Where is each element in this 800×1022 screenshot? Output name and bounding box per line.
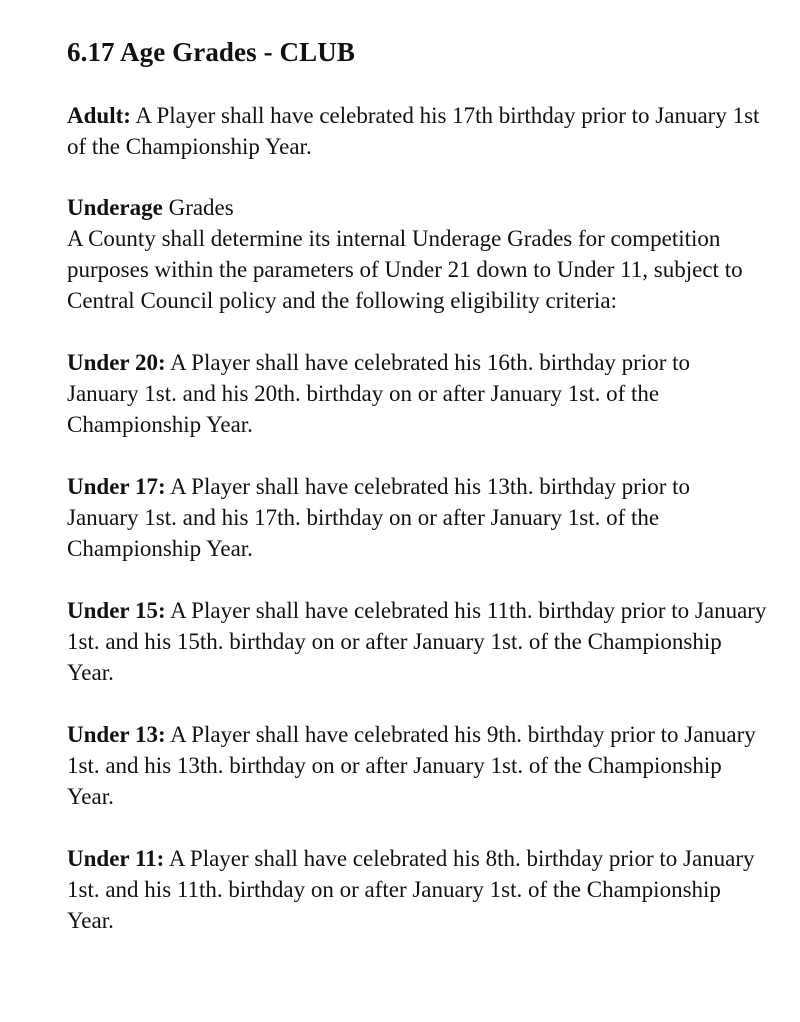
underage-heading-rest: Grades	[162, 195, 234, 220]
underage-text: A County shall determine its internal Underage Grades for competition purposes within the parameters of Under 21 down to Under 11, subject to Central Council policy and the following eligibility criteria:	[67, 226, 743, 313]
adult-text: A Player shall have celebrated his 17th birthday prior to January 1st of the Championship Year.	[67, 103, 760, 159]
grade-label: Under 20:	[67, 350, 166, 375]
grade-label: Under 11:	[67, 846, 165, 871]
grade-label: Under 13:	[67, 722, 166, 747]
grade-rule-u17	[67, 471, 767, 564]
grade-rule-u20	[67, 347, 767, 440]
grade-label: Under 17:	[67, 474, 166, 499]
grade-rule-u15	[67, 595, 767, 688]
grade-label: Under 15:	[67, 598, 166, 623]
grade-text: A Player shall have celebrated his 9th. birthday prior to January 1st. and his 13th. birthday on or after January 1st. of the Championship Year.	[67, 722, 756, 809]
adult-label: Adult:	[67, 103, 131, 128]
grade-text: A Player shall have celebrated his 8th. birthday prior to January 1st. and his 11th. birthday on or after January 1st. of the Championship Year.	[67, 846, 755, 933]
grade-rule-u13	[67, 719, 767, 812]
section-title: 6.17 Age Grades - CLUB	[67, 37, 355, 67]
underage-heading: Underage	[67, 195, 163, 220]
grade-text: A Player shall have celebrated his 13th. birthday prior to January 1st. and his 17th. birthday on or after January 1st. of the Championship Year.	[67, 474, 691, 561]
grade-text: A Player shall have celebrated his 16th. birthday prior to January 1st. and his 20th. birthday on or after January 1st. of the Championship Year.	[67, 350, 691, 437]
document-page	[67, 34, 767, 936]
adult-rule	[67, 100, 767, 162]
grade-text: A Player shall have celebrated his 11th. birthday prior to January 1st. and his 15th. birthday on or after January 1st. of the Championship Year.	[67, 598, 767, 685]
underage-intro	[67, 192, 767, 316]
grade-rule-u11	[67, 843, 767, 936]
